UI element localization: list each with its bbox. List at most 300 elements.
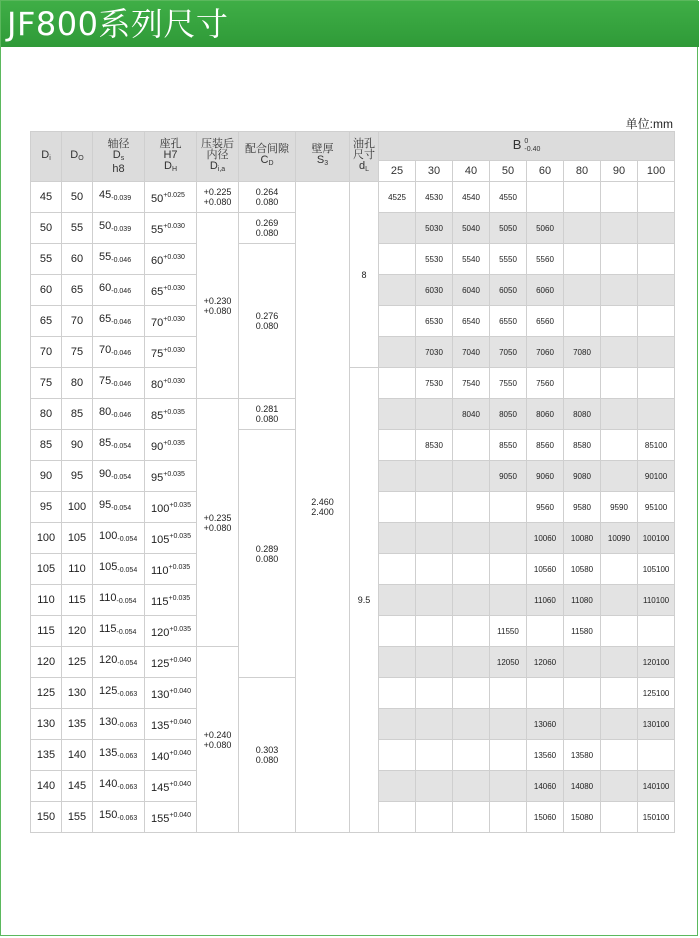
- shaft-cell: $45_{-0.039}$: [93, 182, 145, 213]
- b-width-cell: 7040: [453, 337, 490, 368]
- seat-cell: $110^{+0.035}$: [145, 554, 197, 585]
- wall-thickness-cell: [296, 182, 350, 833]
- press-fit-cell-value: +0.080: [203, 739, 232, 750]
- clearance-cell-value: 0.269: [255, 218, 279, 228]
- clearance-cell-value: 0.080: [255, 321, 279, 331]
- b-width-cell: 15080: [564, 802, 601, 833]
- b-width-cell: [379, 709, 416, 740]
- b-width-cell: [416, 461, 453, 492]
- b-width-cell: 8060: [527, 399, 564, 430]
- do-cell: 105: [62, 523, 93, 554]
- header-b: B 0 -0.40: [379, 132, 675, 161]
- b-width-cell: [638, 306, 675, 337]
- b-width-cell: [453, 523, 490, 554]
- do-cell: 85: [62, 399, 93, 430]
- seat-cell: $145^{+0.040}$: [145, 771, 197, 802]
- shaft-cell: $95_{-0.054}$: [93, 492, 145, 523]
- shaft-cell: $85_{-0.054}$: [93, 430, 145, 461]
- seat-cell: $95^{+0.035}$: [145, 461, 197, 492]
- press-fit-cell: [197, 647, 239, 833]
- b-width-cell: [601, 461, 638, 492]
- b-width-cell: [416, 802, 453, 833]
- oil-hole-cell-value: 9.5: [357, 595, 371, 605]
- b-width-cell: [601, 368, 638, 399]
- di-cell: 60: [31, 275, 62, 306]
- b-width-cell: [416, 647, 453, 678]
- clearance-cell: [239, 182, 296, 213]
- b-width-cell: [601, 306, 638, 337]
- shaft-cell: $100_{-0.054}$: [93, 523, 145, 554]
- b-width-cell: 7540: [453, 368, 490, 399]
- clearance-cell-value: 0.264: [255, 187, 279, 197]
- clearance-cell-value: 0.303: [255, 745, 279, 755]
- b-width-cell: [638, 275, 675, 306]
- b-width-cell: [453, 678, 490, 709]
- b-width-cell: [638, 368, 675, 399]
- do-cell: 140: [62, 740, 93, 771]
- b-width-cell: 6050: [490, 275, 527, 306]
- b-width-cell: [379, 616, 416, 647]
- b-width-cell: [638, 740, 675, 771]
- b-width-cell: [490, 771, 527, 802]
- b-width-cell: [490, 802, 527, 833]
- do-cell: 90: [62, 430, 93, 461]
- b-width-cell: 6060: [527, 275, 564, 306]
- press-fit-cell: [197, 399, 239, 647]
- b-width-cell: 11550: [490, 616, 527, 647]
- b-width-cell: [490, 709, 527, 740]
- b-width-cell: 8040: [453, 399, 490, 430]
- b-width-cell: 125100: [638, 678, 675, 709]
- b-width-cell: [379, 368, 416, 399]
- b-width-cell: 11080: [564, 585, 601, 616]
- b-width-cell: [379, 585, 416, 616]
- b-width-cell: 10060: [527, 523, 564, 554]
- b-width-cell: [490, 740, 527, 771]
- shaft-cell: $110_{-0.054}$: [93, 585, 145, 616]
- b-width-cell: [379, 306, 416, 337]
- shaft-cell: $65_{-0.046}$: [93, 306, 145, 337]
- shaft-cell: $75_{-0.046}$: [93, 368, 145, 399]
- b-width-cell: 6560: [527, 306, 564, 337]
- b-width-cell: 5050: [490, 213, 527, 244]
- press-fit-cell-value: +0.080: [203, 305, 232, 316]
- b-width-cell: 7560: [527, 368, 564, 399]
- b-width-cell: [379, 399, 416, 430]
- di-cell: 65: [31, 306, 62, 337]
- b-width-cell: [601, 430, 638, 461]
- do-cell: 80: [62, 368, 93, 399]
- b-width-cell: 8560: [527, 430, 564, 461]
- b-width-cell: [564, 182, 601, 213]
- b-width-cell: [601, 771, 638, 802]
- b-width-cell: [379, 213, 416, 244]
- b-width-cell: [416, 740, 453, 771]
- press-fit-cell-value: +0.230: [203, 295, 232, 306]
- seat-cell: $105^{+0.035}$: [145, 523, 197, 554]
- b-width-cell: 11580: [564, 616, 601, 647]
- b-width-cell: 105100: [638, 554, 675, 585]
- b-width-cell: [490, 523, 527, 554]
- b-width-cell: 4525: [379, 182, 416, 213]
- clearance-cell-value: 0.080: [255, 197, 279, 207]
- b-width-cell: 9560: [527, 492, 564, 523]
- b-width-cell: [564, 275, 601, 306]
- b-width-cell: [379, 492, 416, 523]
- b-width-cell: [453, 771, 490, 802]
- b-width-cell: 7550: [490, 368, 527, 399]
- clearance-cell-value: 0.080: [255, 755, 279, 765]
- header-wall: 壁厚 S3: [296, 132, 350, 182]
- b-width-cell: 8550: [490, 430, 527, 461]
- b-width-cell: [453, 709, 490, 740]
- b-width-cell: 5030: [416, 213, 453, 244]
- title-banner: [1, 1, 699, 47]
- shaft-cell: $125_{-0.063}$: [93, 678, 145, 709]
- b-width-cell: [416, 399, 453, 430]
- di-cell: 45: [31, 182, 62, 213]
- b-width-cell: [601, 213, 638, 244]
- header-di: Di: [31, 132, 62, 182]
- clearance-cell: [239, 213, 296, 244]
- b-width-cell: [453, 585, 490, 616]
- seat-cell: $125^{+0.040}$: [145, 647, 197, 678]
- shaft-cell: $115_{-0.054}$: [93, 616, 145, 647]
- b-width-cell: 90100: [638, 461, 675, 492]
- b-width-cell: [379, 740, 416, 771]
- do-cell: 75: [62, 337, 93, 368]
- b-width-cell: 140100: [638, 771, 675, 802]
- b-width-cell: [564, 244, 601, 275]
- b-width-cell: 5060: [527, 213, 564, 244]
- seat-cell: $135^{+0.040}$: [145, 709, 197, 740]
- seat-cell: $100^{+0.035}$: [145, 492, 197, 523]
- wall-thickness-cell-value: 2.400: [311, 507, 334, 517]
- di-cell: 135: [31, 740, 62, 771]
- b-width-cell: [490, 492, 527, 523]
- seat-cell: $115^{+0.035}$: [145, 585, 197, 616]
- b-width-cell: 7050: [490, 337, 527, 368]
- b-width-cell: 100100: [638, 523, 675, 554]
- b-width-cell: [638, 182, 675, 213]
- shaft-cell: $70_{-0.046}$: [93, 337, 145, 368]
- b-width-cell: 12060: [527, 647, 564, 678]
- b-width-cell: [490, 678, 527, 709]
- table-row: [31, 368, 675, 399]
- do-cell: 60: [62, 244, 93, 275]
- b-width-cell: [453, 802, 490, 833]
- b-width-cell: 6530: [416, 306, 453, 337]
- b-width-cell: [416, 678, 453, 709]
- shaft-cell: $130_{-0.063}$: [93, 709, 145, 740]
- b-width-cell: 7030: [416, 337, 453, 368]
- b-width-cell: [638, 337, 675, 368]
- header-b-width: 90: [601, 161, 638, 182]
- b-width-cell: 8580: [564, 430, 601, 461]
- b-width-cell: 13580: [564, 740, 601, 771]
- b-width-cell: 4530: [416, 182, 453, 213]
- b-width-cell: [416, 709, 453, 740]
- b-width-cell: 6040: [453, 275, 490, 306]
- b-width-cell: [601, 709, 638, 740]
- b-width-cell: 9060: [527, 461, 564, 492]
- b-width-cell: 13060: [527, 709, 564, 740]
- press-fit-cell-value: +0.225: [203, 187, 232, 197]
- di-cell: 70: [31, 337, 62, 368]
- b-width-cell: 9080: [564, 461, 601, 492]
- header-do: DO: [62, 132, 93, 182]
- do-cell: 65: [62, 275, 93, 306]
- header-clearance: 配合间隙 CD: [239, 132, 296, 182]
- b-width-cell: 110100: [638, 585, 675, 616]
- di-cell: 110: [31, 585, 62, 616]
- b-width-cell: [527, 678, 564, 709]
- press-fit-cell: [197, 182, 239, 213]
- b-width-cell: [601, 647, 638, 678]
- b-width-cell: 8530: [416, 430, 453, 461]
- b-width-cell: [453, 430, 490, 461]
- b-width-cell: 12050: [490, 647, 527, 678]
- b-width-cell: 4540: [453, 182, 490, 213]
- b-width-cell: [379, 802, 416, 833]
- b-width-cell: 11060: [527, 585, 564, 616]
- b-width-cell: 4550: [490, 182, 527, 213]
- seat-cell: $130^{+0.040}$: [145, 678, 197, 709]
- shaft-cell: $50_{-0.039}$: [93, 213, 145, 244]
- di-cell: 90: [31, 461, 62, 492]
- b-width-cell: [379, 771, 416, 802]
- seat-cell: $90^{+0.035}$: [145, 430, 197, 461]
- b-width-cell: 5560: [527, 244, 564, 275]
- press-fit-cell-value: +0.080: [203, 522, 232, 533]
- b-width-cell: [564, 306, 601, 337]
- do-cell: 120: [62, 616, 93, 647]
- b-width-cell: [379, 554, 416, 585]
- seat-cell: $155^{+0.040}$: [145, 802, 197, 833]
- header-b-width: 50: [490, 161, 527, 182]
- b-width-cell: 95100: [638, 492, 675, 523]
- b-width-cell: [601, 585, 638, 616]
- b-width-cell: 5540: [453, 244, 490, 275]
- b-width-cell: [416, 492, 453, 523]
- di-cell: 120: [31, 647, 62, 678]
- b-width-cell: [379, 337, 416, 368]
- b-width-cell: 7080: [564, 337, 601, 368]
- b-width-cell: [638, 244, 675, 275]
- clearance-cell-value: 0.276: [255, 311, 279, 321]
- di-cell: 75: [31, 368, 62, 399]
- seat-cell: $60^{+0.030}$: [145, 244, 197, 275]
- b-width-cell: 5530: [416, 244, 453, 275]
- seat-cell: $80^{+0.030}$: [145, 368, 197, 399]
- press-fit-cell-value: +0.240: [203, 729, 232, 740]
- b-width-cell: [564, 213, 601, 244]
- table-body: [31, 132, 675, 833]
- do-cell: 50: [62, 182, 93, 213]
- press-fit-cell-value: +0.235: [203, 512, 232, 523]
- shaft-cell: $140_{-0.063}$: [93, 771, 145, 802]
- b-width-cell: 9580: [564, 492, 601, 523]
- b-width-cell: [601, 616, 638, 647]
- b-width-cell: 5040: [453, 213, 490, 244]
- dimension-table: [30, 131, 675, 833]
- b-width-cell: 5550: [490, 244, 527, 275]
- clearance-cell: [239, 678, 296, 833]
- seat-cell: $75^{+0.030}$: [145, 337, 197, 368]
- unit-label: 单位:mm: [625, 117, 673, 131]
- b-width-cell: [416, 771, 453, 802]
- b-width-cell: 10560: [527, 554, 564, 585]
- b-width-cell: [601, 802, 638, 833]
- b-width-cell: [490, 585, 527, 616]
- b-width-cell: [490, 554, 527, 585]
- di-cell: 150: [31, 802, 62, 833]
- b-width-cell: [453, 740, 490, 771]
- shaft-cell: $80_{-0.046}$: [93, 399, 145, 430]
- clearance-cell: [239, 430, 296, 678]
- clearance-cell-value: 0.281: [255, 404, 279, 414]
- b-width-cell: 14080: [564, 771, 601, 802]
- do-cell: 145: [62, 771, 93, 802]
- b-width-cell: 10080: [564, 523, 601, 554]
- do-cell: 115: [62, 585, 93, 616]
- do-cell: 135: [62, 709, 93, 740]
- header-shaft: 轴径 Ds h8: [93, 132, 145, 182]
- do-cell: 155: [62, 802, 93, 833]
- header-b-width: 100: [638, 161, 675, 182]
- do-cell: 95: [62, 461, 93, 492]
- b-width-cell: [527, 616, 564, 647]
- b-width-cell: [453, 554, 490, 585]
- b-width-cell: [601, 182, 638, 213]
- di-cell: 80: [31, 399, 62, 430]
- clearance-cell: [239, 244, 296, 399]
- b-width-cell: [564, 368, 601, 399]
- do-cell: 55: [62, 213, 93, 244]
- b-width-cell: [453, 461, 490, 492]
- b-width-cell: 15060: [527, 802, 564, 833]
- seat-cell: $120^{+0.035}$: [145, 616, 197, 647]
- b-width-cell: 8050: [490, 399, 527, 430]
- di-cell: 50: [31, 213, 62, 244]
- b-width-cell: 9050: [490, 461, 527, 492]
- shaft-cell: $135_{-0.063}$: [93, 740, 145, 771]
- b-width-cell: 8080: [564, 399, 601, 430]
- b-width-cell: [416, 554, 453, 585]
- b-width-cell: [453, 647, 490, 678]
- oil-hole-cell: [350, 182, 379, 368]
- seat-cell: $140^{+0.040}$: [145, 740, 197, 771]
- press-fit-cell-value: +0.080: [203, 197, 232, 207]
- di-cell: 105: [31, 554, 62, 585]
- b-width-cell: [379, 678, 416, 709]
- header-b-width: 80: [564, 161, 601, 182]
- di-cell: 125: [31, 678, 62, 709]
- do-cell: 125: [62, 647, 93, 678]
- press-fit-cell: [197, 213, 239, 399]
- b-width-cell: [453, 616, 490, 647]
- b-width-cell: [601, 554, 638, 585]
- b-width-cell: [638, 399, 675, 430]
- do-cell: 70: [62, 306, 93, 337]
- di-cell: 85: [31, 430, 62, 461]
- b-width-cell: 6540: [453, 306, 490, 337]
- oil-hole-cell: [350, 368, 379, 833]
- b-width-cell: [379, 461, 416, 492]
- b-width-cell: [416, 585, 453, 616]
- b-width-cell: 6030: [416, 275, 453, 306]
- shaft-cell: $105_{-0.054}$: [93, 554, 145, 585]
- b-width-cell: 9590: [601, 492, 638, 523]
- clearance-cell-value: 0.080: [255, 228, 279, 238]
- b-width-cell: 6550: [490, 306, 527, 337]
- di-cell: 95: [31, 492, 62, 523]
- di-cell: 100: [31, 523, 62, 554]
- do-cell: 130: [62, 678, 93, 709]
- b-width-cell: 10090: [601, 523, 638, 554]
- clearance-cell-value: 0.080: [255, 553, 279, 564]
- b-width-cell: [564, 709, 601, 740]
- di-cell: 115: [31, 616, 62, 647]
- clearance-cell-value: 0.080: [255, 414, 279, 424]
- b-width-cell: 120100: [638, 647, 675, 678]
- shaft-cell: $60_{-0.046}$: [93, 275, 145, 306]
- b-width-cell: 13560: [527, 740, 564, 771]
- b-width-cell: [638, 213, 675, 244]
- b-width-cell: [601, 337, 638, 368]
- b-width-cell: [379, 275, 416, 306]
- b-width-cell: [601, 275, 638, 306]
- b-width-cell: [527, 182, 564, 213]
- b-width-cell: [416, 523, 453, 554]
- header-b-width: 25: [379, 161, 416, 182]
- b-width-cell: [601, 399, 638, 430]
- table-row: [31, 182, 675, 213]
- b-width-cell: 7530: [416, 368, 453, 399]
- b-width-cell: [453, 492, 490, 523]
- shaft-cell: $150_{-0.063}$: [93, 802, 145, 833]
- b-width-cell: [379, 523, 416, 554]
- seat-cell: $70^{+0.030}$: [145, 306, 197, 337]
- b-width-cell: [564, 678, 601, 709]
- b-width-cell: 7060: [527, 337, 564, 368]
- di-cell: 55: [31, 244, 62, 275]
- shaft-cell: $120_{-0.054}$: [93, 647, 145, 678]
- shaft-cell: $55_{-0.046}$: [93, 244, 145, 275]
- clearance-cell: [239, 399, 296, 430]
- b-width-cell: [601, 244, 638, 275]
- b-width-cell: 130100: [638, 709, 675, 740]
- b-width-cell: [601, 740, 638, 771]
- b-width-cell: 85100: [638, 430, 675, 461]
- header-seat: 座孔 H7 DH: [145, 132, 197, 182]
- header-row: [31, 132, 675, 161]
- seat-cell: $85^{+0.035}$: [145, 399, 197, 430]
- seat-cell: $65^{+0.030}$: [145, 275, 197, 306]
- header-b-width: 40: [453, 161, 490, 182]
- seat-cell: $50^{+0.025}$: [145, 182, 197, 213]
- header-b-width: 60: [527, 161, 564, 182]
- b-width-cell: 150100: [638, 802, 675, 833]
- do-cell: 110: [62, 554, 93, 585]
- header-press: 压装后 内径 Di,a: [197, 132, 239, 182]
- b-width-cell: [416, 616, 453, 647]
- b-width-cell: [379, 430, 416, 461]
- b-width-cell: [379, 647, 416, 678]
- page-title: JF800系列尺寸: [7, 5, 229, 43]
- header-oil: 油孔 尺寸 dL: [350, 132, 379, 182]
- b-width-cell: [638, 616, 675, 647]
